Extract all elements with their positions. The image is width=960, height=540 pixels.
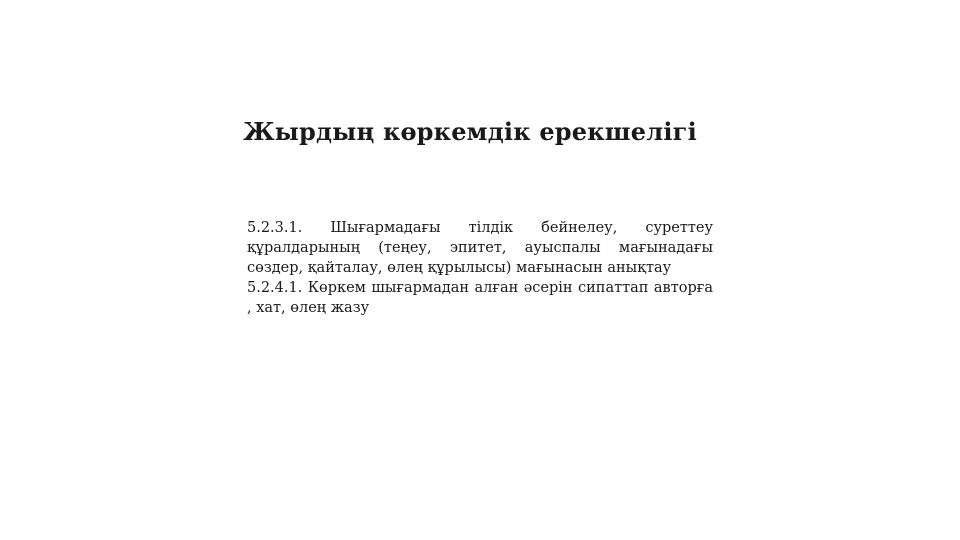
learning-objectives (247, 218, 713, 318)
slide-title: Жырдың көркемдік ерекшелігі (243, 117, 697, 146)
objective-5-2-4-1: 5.2.4.1. Көркем шығармадан алған әсерін сипаттап авторға , хат, өлең жазу (247, 280, 713, 316)
objective-5-2-3-1: 5.2.3.1. Шығармадағы тілдік бейнелеу, суреттеу құралдарының (теңеу, эпитет, ауыспалы мағынадағы сөздер, қайталау, өлең құрылысы) мағынасын анықтау (247, 220, 713, 276)
